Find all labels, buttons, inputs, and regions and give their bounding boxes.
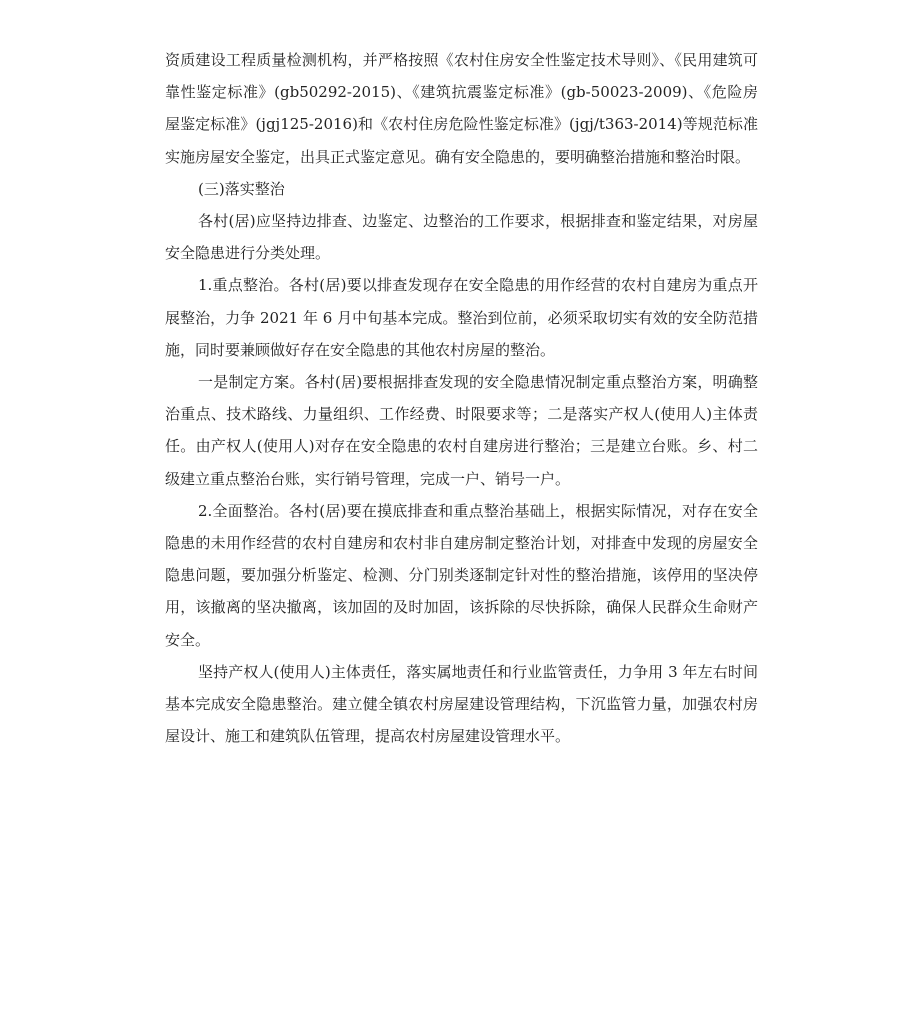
section-heading-implement-rectification: (三)落实整治: [198, 179, 285, 198]
paragraph-continuation: 资质建设工程质量检测机构，并严格按照《农村住房安全性鉴定技术导则》、《民用建筑可靠性鉴定标准》(gb50292-2015)、《建筑抗震鉴定标准》(gb-50023-2009)、《危险房屋鉴定标准》(jgj125-2016)和《农村住房危险性鉴定标准》(jgj/t363-2014)等规范标准实施房屋安全鉴定，出具正式鉴定意见。确有安全隐患的，要明确整治措施和整治时限。: [165, 51, 758, 166]
paragraph-key-rectification: 1.重点整治。各村(居)要以排查发现存在安全隐患的用作经营的农村自建房为重点开展整治，力争 2021 年 6 月中旬基本完成。整治到位前，必须采取切实有效的安全防范措施，同时要兼顾做好存在安全隐患的其他农村房屋的整治。: [165, 276, 758, 359]
paragraph-closing-responsibility: 坚持产权人(使用人)主体责任，落实属地责任和行业监管责任，力争用 3 年左右时间基本完成安全隐患整治。建立健全镇农村房屋建设管理结构，下沉监管力量，加强农村房屋设计、施工和建筑队伍管理，提高农村房屋建设管理水平。: [165, 662, 758, 746]
paragraph-classification-intro: 各村(居)应坚持边排查、边鉴定、边整治的工作要求，根据排查和鉴定结果，对房屋安全隐患进行分类处理。: [165, 212, 758, 263]
paragraph-key-rectification-steps: 一是制定方案。各村(居)要根据排查发现的安全隐患情况制定重点整治方案，明确整治重点、技术路线、力量组织、工作经费、时限要求等；二是落实产权人(使用人)主体责任。由产权人(使用人)对存在安全隐患的农村自建房进行整治；三是建立台账。乡、村二级建立重点整治台账，实行销号管理，完成一户、销号一户。: [165, 373, 758, 488]
paragraph-comprehensive-rectification: 2.全面整治。各村(居)要在摸底排查和重点整治基础上，根据实际情况，对存在安全隐患的未用作经营的农村自建房和农村非自建房制定整治计划，对排查中发现的房屋安全隐患问题，要加强分析鉴定、检测、分门别类逐制定针对性的整治措施，该停用的坚决停用，该撤离的坚决撤离，该加固的及时加固，该拆除的尽快拆除，确保人民群众生命财产安全。: [165, 501, 758, 649]
document-page: [165, 44, 758, 752]
